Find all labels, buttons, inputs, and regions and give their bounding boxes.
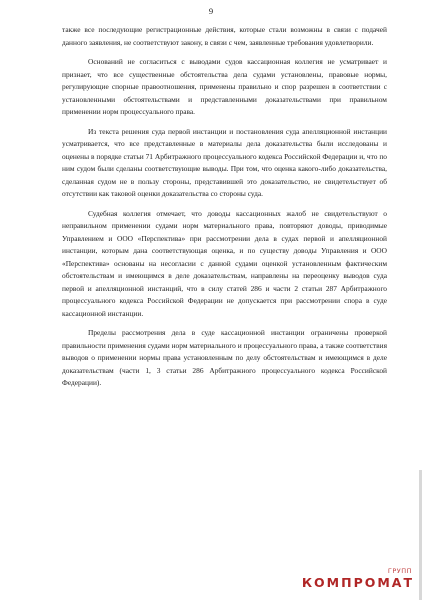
- paragraph-4: Судебная коллегия отмечает, что доводы кассационных жалоб не свидетельствуют о неправильном применении судами норм материального права, повторяют доводы, приводимые Управлением и ООО «Перспектива» при рассмотрении дела в судах первой и апелляционной инстанции, которым дана соответствующая оценка, и по существу доводы Управления и ООО «Перспектива» основаны на несогласии с данной судами оценкой установленным фактическим обстоятельствам и имеющимся в деле доказательствам, направлены на переоценку выводов суда первой и апелляционной инстанций, что в силу статей 286 и части 2 статьи 287 Арбитражного процессуального кодекса Российской Федерации не допускается при рассмотрении спора в суде кассационной инстанции.: [62, 208, 387, 318]
- paragraph-2: Оснований не согласиться с выводами судов кассационная коллегия не усматривает и признает, что все существенные обстоятельства дела судами установлены, правовые нормы, регулирующие спорные правоотношения, применены правильно и спор разрешен в соответствии с установленными обстоятельствами и представленными доказательствами при правильном применении норм процессуального права.: [62, 57, 387, 116]
- paragraph-5: Пределы рассмотрения дела в суде кассационной инстанции ограничены проверкой правильности применения судами норм материального и процессуального права, а также соответствия выводов о применении нормы права установленным по делу обстоятельствам и имеющимся в деле доказательствам (части 1, 3 статьи 286 Арбитражного процессуального кодекса Российской Федерации).: [62, 328, 387, 387]
- watermark-logo: [302, 567, 414, 590]
- watermark-brand: КОМПРОМАТ: [301, 575, 414, 590]
- page-number: 9: [208, 6, 214, 16]
- paragraph-3: Из текста решения суда первой инстанции и постановления суда апелляционной инстанции усматривается, что все представленные в материалы дела доказательства были исследованы и оценены в порядке статьи 71 Арбитражного процессуального кодекса Российской Федерации и, что по ним судом были сделаны соответствующие выводы. При том, что оценка какого-либо доказательства, сделанная судом не в пользу стороны, представившей это доказательство, не свидетельствует об отсутствии как таковой оценки доказательства со стороны суда.: [62, 126, 387, 198]
- watermark-group-label: ГРУПП: [387, 567, 412, 575]
- document-body: [62, 24, 387, 397]
- paragraph-1: также все последующие регистрационные действия, которые стали возможны в связи с подачей данного заявления, не соответствуют закону, в связи с чем, заявленные требования удовлетворили.: [62, 25, 387, 47]
